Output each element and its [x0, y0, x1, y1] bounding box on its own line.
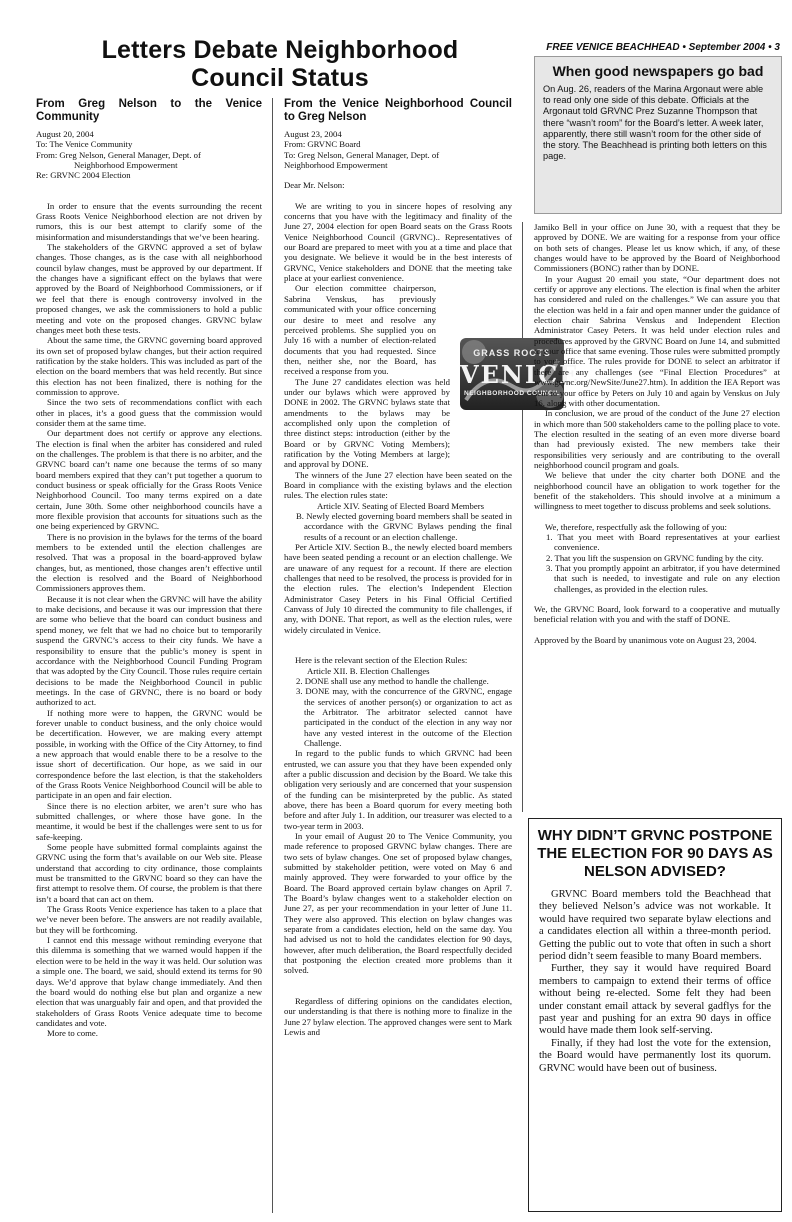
paragraph: More to come.	[47, 1028, 98, 1039]
paragraph: Our department does not certify or approve any elections. The election is final when the arbiter has considered and ruled on the challenges. The problem is that there is no arbiter, and the GRVNC board can’t name one because the terms of so many board members expired that they can’t put together a quorum to conduct business or speak officially for the Grass Roots Venice Neighborhood Council. Too many terms expired on a date certain, June 30th. Some other neighborhood councils have a more flexible provision that accounts for situations such as the one being experienced by GRVNC.	[36, 428, 262, 532]
paragraph: If nothing more were to happen, the GRVNC would be forever unable to conduct business, and the only choice would be decertification. However, we are making every attempt possible, in working with the Office of the City Attorney, to find a new approach that would enable there to be a resolve to the issue short of decertification. Our hope, as we said in our correspondence before the last election, is that the stakeholders of the Grass Roots Venice Neighborhood Council will be able to participate in an open and fair election.	[36, 707, 262, 801]
paragraph: Finally, if they had lost the vote for the extension, the Board would have permanently lost its quorum. GRVNC would have been out of business.	[539, 1037, 771, 1074]
paragraph: We, therefore, respectfully ask the following of you:	[545, 521, 727, 532]
logo-mid-text: VENICE	[460, 360, 580, 389]
meta-line: August 23, 2004	[284, 129, 342, 139]
paragraph: We are writing to you in sincere hopes of resolving any concerns that you have with the legitimacy and finality of the June 27, 2004 election for open Board seats on the Grass Roots Venice Neighborhood Council (GRVNC).. Representatives of our Board are prepared to meet with you at a time and place that you designate. We believe it would be in the best interests of GRVNC, Venice stakeholders and DONE that the meeting take place at your earliest convenience.	[284, 200, 512, 284]
meta-line: Neighborhood Empowerment	[74, 160, 178, 171]
paragraph: There is no provision in the bylaws for the terms of the board members to be extended until the election challenges are resolved. That was a proposal in the board-approved bylaw changes, but, as mentioned, those changes aren’t effective until the election is resolved and the Board of Neighborhood Commissioners approves them.	[36, 531, 262, 594]
logo-top-text: GRASS ROOTS	[473, 348, 551, 358]
logo-bottom-text: NEIGHBORHOOD COUNCIL	[464, 390, 560, 397]
paragraph: Here is the relevant section of the Election Rules:	[295, 655, 468, 666]
paragraph: In conclusion, we are proud of the conduct of the June 27 election in which more than 500 stakeholders came to the polling place to vote. The election resulted in the seating of an even more diverse board than had previously existed. The new members take their responsibilities very seriously and are contributing to the overall neighborhood council program and goals.	[534, 408, 780, 470]
column-rule-2	[522, 222, 523, 812]
box-title: WHY DIDN’T GRVNC POSTPONE THE ELECTION FOR 90 DAYS AS NELSON ADVISED?	[537, 827, 773, 880]
closing: We, the GRVNC Board, look forward to a cooperative and mutually beneficial relation with you and with the staff of DONE.	[534, 604, 780, 625]
quote-line: 3. DONE may, with the concurrence of the GRVNC, engage the services of another person(s) or organization to act as the Arbitrator. The arbitrator selected cannot have participated in the conduct of the election in any way nor have any vested interest in the outcome of the Election Challenge.	[296, 686, 512, 748]
postpone-question-box	[528, 818, 782, 1212]
letter-grvnc-heading: From the Venice Neighborhood Council to Greg Nelson	[284, 98, 512, 123]
page-folio: FREE VENICE BEACHHEAD • September 2004 • 3	[546, 42, 780, 53]
paragraph: Our election committee chairperson, Sabrina Venskus, has previously communicated with your office concerning our desire to meet and resolve any perceived problems. She supplied you on July 16 with a number of election-related documents that you had requested. Since then, neither she, nor the Board, has received a response from you.	[284, 283, 436, 377]
letter-nelson	[36, 98, 262, 1039]
meta-line: From: GRVNC Board	[284, 139, 361, 150]
paragraph: Because it is not clear when the GRVNC will have the ability to make decisions, and because it was our impression that there are some who believe that the board can conduct business and spend money, we felt that we had no choice but to temporarily suspend the GRVNC’s access to their city funds. We have a responsibility to ensure that the public’s money is spent in accordance with the Neighborhood Council Funding Program that was adopted by the City Council. Those rules require certain decisions to be made the Neighborhood Council in public meetings. In the case of GRVNC, there is no board or body authorized to act.	[36, 593, 262, 708]
paragraph: I cannot end this message without reminding everyone that this dilemma is something that we warned would happen if the election were to be held in the way it was held. Our solution was a simple one. The board, we said, should extend its terms for 90 days. We’d approve that bylaw change immediately. And then the board would do nothing else but plan and organize a new election that was unarguably fair and open, and that provided the stakeholders of Grass Roots Venice adequate time to become candidates and vote.	[36, 935, 262, 1028]
quote-line: B. Newly elected governing board members shall be seated in accordance with the GRVNC Bylaws pending the final results of a recount or an election challenge.	[296, 511, 512, 542]
paragraph: The Grass Roots Venice experience has taken to a place that we’ve never been before. The answers are not readily available, but they will be forthcoming.	[36, 904, 262, 935]
paragraph: Further, they say it would have required Board members to campaign to extend their terms of office without being re-elected. Some felt they had been under constant email attack by several gadflys for the past year and pushing for an extra 90 days in office would have made them look self-serving.	[539, 963, 771, 1037]
letter-grvnc	[284, 98, 512, 1037]
meta-line: To: Greg Nelson, General Manager, Dept. of	[284, 149, 440, 160]
meta-line: To: The Venice Community	[36, 139, 133, 150]
paragraph: Regardless of differing opinions on the candidates election, our understanding is that there is nothing more to finalize in the June 27 bylaw election. The approved changes were sent to Mark Lewis and	[284, 995, 512, 1037]
paragraph: Per Article XIV. Section B., the newly elected board members have been seated pending a recount or an election challenge. We are unaware of any request for a recount. If there are election challenges that need to be resolved, the process is provided for in the election rules. The election’s Independent Election Administrator Casey Peters in his Final Official Certified Canvass of July 10 directed the community to file challenges, if any, with DONE. That report, as well as the election rules, were widely circulated in Venice.	[284, 542, 512, 635]
paragraph: Some people have submitted formal complaints against the GRVNC using the form that’s available on our Web site. Please understand that according to city ordinance, those complaints must be transmitted to the GRVNC board so they can have the first attempt to resolve them. Of course, the problem is that there isn’t a board that can act on them.	[36, 842, 262, 904]
approval-note: Approved by the Board by unanimous vote on August 23, 2004.	[534, 634, 757, 645]
request-item: 1. That you meet with Board representatives at your earliest convenience.	[546, 531, 780, 553]
salutation: Dear Mr. Nelson:	[284, 180, 345, 191]
paragraph: The winners of the June 27 election have been seated on the Board in compliance with the existing bylaws and the election rules. The election rules state:	[284, 469, 512, 501]
request-item: 2. That you lift the suspension on GRVNC funding by the city.	[546, 552, 764, 563]
paragraph: Jamiko Bell in your office on June 30, with a request that they be approved by DONE. We are waiting for a response from your office on both sets of changes. Please let us know which, if any, of these changes would have to be approved by the Board of Neighborhood Commissioners (BONC) rather than by DONE.	[534, 222, 780, 274]
paragraph: The stakeholders of the GRVNC approved a set of bylaw changes. Those changes, as is the case with all neighborhood council bylaw changes, must be approved by our department. If the changes have a significant effect on the bylaws that were approved by the Board of Neighborhood Commissioners, or if we feel that there is enough controversy involved in the proposed changes, we ask the commissioners to hold a public meeting and vote on the proposed changes. GRVNC bylaw changes meet both these tests.	[36, 242, 262, 335]
paragraph: The June 27 candidates election was held under our bylaws which were approved by DONE in 2002. The GRVNC bylaws state that amendments to the bylaws may be accomplished only upon the completion of three distinct steps: introduction (either by the Board or by GRVNC Voting Members); ratification by the Voting Members at large); and approval by DONE.	[284, 376, 450, 470]
quote-line: Article XII. B. Election Challenges	[307, 665, 430, 676]
meta-line: August 20, 2004	[36, 129, 94, 139]
sidebar-body: On Aug. 26, readers of the Marina Argonaut were able to read only one side of this debate. Officials at the Argonaut told GRVNC Prez Suzanne Thompson that there “wasn’t room” for the Board’s letter. A week later, apparently, there still wasn’t room for the other side of the story. The Beachhead is printing both letters on this page.	[543, 84, 767, 162]
column-rule-1	[272, 98, 273, 1213]
letter-grvnc-meta	[284, 129, 512, 170]
sidebar-box	[534, 56, 782, 214]
paragraph: About the same time, the GRVNC governing board approved its own set of proposed bylaw changes, but their action required ratification by the stake holders. This was included as part of the election on the board members that was held recently. But since this election has not been finalized, there is nothing for the commission to approve.	[36, 335, 262, 397]
quote-line: Article XIV. Seating of Elected Board Members	[317, 500, 485, 511]
paragraph: Since there is no election arbiter, we aren’t sure who has submitted challenges, or where those have gone. In the meantime, it would be best if the challenges were sent to us for safe-keeping.	[36, 800, 262, 842]
request-item: 3. That you promptly appoint an arbitrator, if you have determined that such is needed, to investigate and rule on any election challenges, as provided in the election rules.	[546, 563, 780, 594]
meta-line: Neighborhood Empowerment	[284, 160, 388, 171]
paragraph: In your August 20 email you state, “Our department does not certify or approve any elections. The election is final when the arbiter has considered and ruled on the challenges.” We can assure you that the election was held in a fair and open manner under the guidance of election chair Sabrina Venskus and Independent Election Administrator Casey Peters. It was held under election rules and procedures approved by the GRVNC Board on June 14, and submitted to your office that same evening. Those rules were submitted promptly to your office. The rules provide for DONE to select an arbitrator if there are any challenges (see “Final Election Procedures” at www.grvnc.org/NewSite/June27.htm). In addition the IEA Report was sent to your office by Peters on July 10 and again by Venskus on July 16, along with other documentation.	[534, 273, 781, 408]
paragraph: In order to ensure that the events surrounding the recent Grass Roots Venice Neighborhood election are not driven by rumors, this is our best attempt to clarify some of the misinformation and misunderstandings that we’ve been hearing.	[36, 200, 262, 242]
meta-line: From: Greg Nelson, General Manager, Dept. of	[36, 149, 201, 160]
letter-nelson-meta	[36, 129, 262, 181]
quote-line: 2. DONE shall use any method to handle the challenge.	[296, 675, 489, 686]
letter-grvnc-continued	[534, 222, 780, 645]
meta-line: Re: GRVNC 2004 Election	[36, 170, 131, 181]
paragraph: We believe that under the city charter both DONE and the neighborhood council have an obligation to work together for the benefit of the stakeholders. This should involve at a minimum a willingness to meet together to discuss problems and seek solutions.	[534, 470, 780, 512]
letter-nelson-heading: From Greg Nelson to the Venice Community	[36, 98, 262, 123]
box-body	[539, 889, 771, 1075]
paragraph: In your email of August 20 to The Venice Community, you made reference to proposed GRVNC bylaw changes. There are two sets of bylaw changes. One set of proposed bylaw changes, submitted by stakeholder petition, were voted on May 6 and mainly approved. They were forwarded to your office by the Board. The Board approved certain bylaw changes on April 7. The Board’s bylaw changes went to a stakeholder election on June 27, as per your recommendation in your letter of June 11. They were also approved. This election on bylaw changes was separate from a candidates election, held on the same day. You had advised us not to hold the candidates election for 90 days, however, after much deliberation, the Board respectfully decided that postponing the election created more problems than it solved.	[284, 831, 512, 976]
sidebar-title: When good newspapers go bad	[552, 63, 764, 79]
paragraph: Since the two sets of recommendations conflict with each other in places, it’s a good guess that the commission would consider them at the same time.	[36, 397, 262, 428]
paragraph: GRVNC Board members told the Beachhead that they believed Nelson’s advice was not workable. It would have required two separate bylaw elections and a candidates election all within a three-month period. Getting the public out to vote that often in such a short period didn’t seem feasible to many Board members.	[539, 889, 771, 963]
paragraph: In regard to the public funds to which GRVNC had been entrusted, we can assure you that they have been expended only after a public discussion and decision by the Board. We take this obligation very seriously and are concerned that your suspension of the funding can be misinterpreted by the public. As stated above, there has been a Board quorum for every meeting both before and after July 1. In addition, our treasurer was elected to a two-year term in 2003.	[284, 748, 512, 831]
page-headline: Letters Debate Neighborhood Council Status	[101, 36, 459, 92]
